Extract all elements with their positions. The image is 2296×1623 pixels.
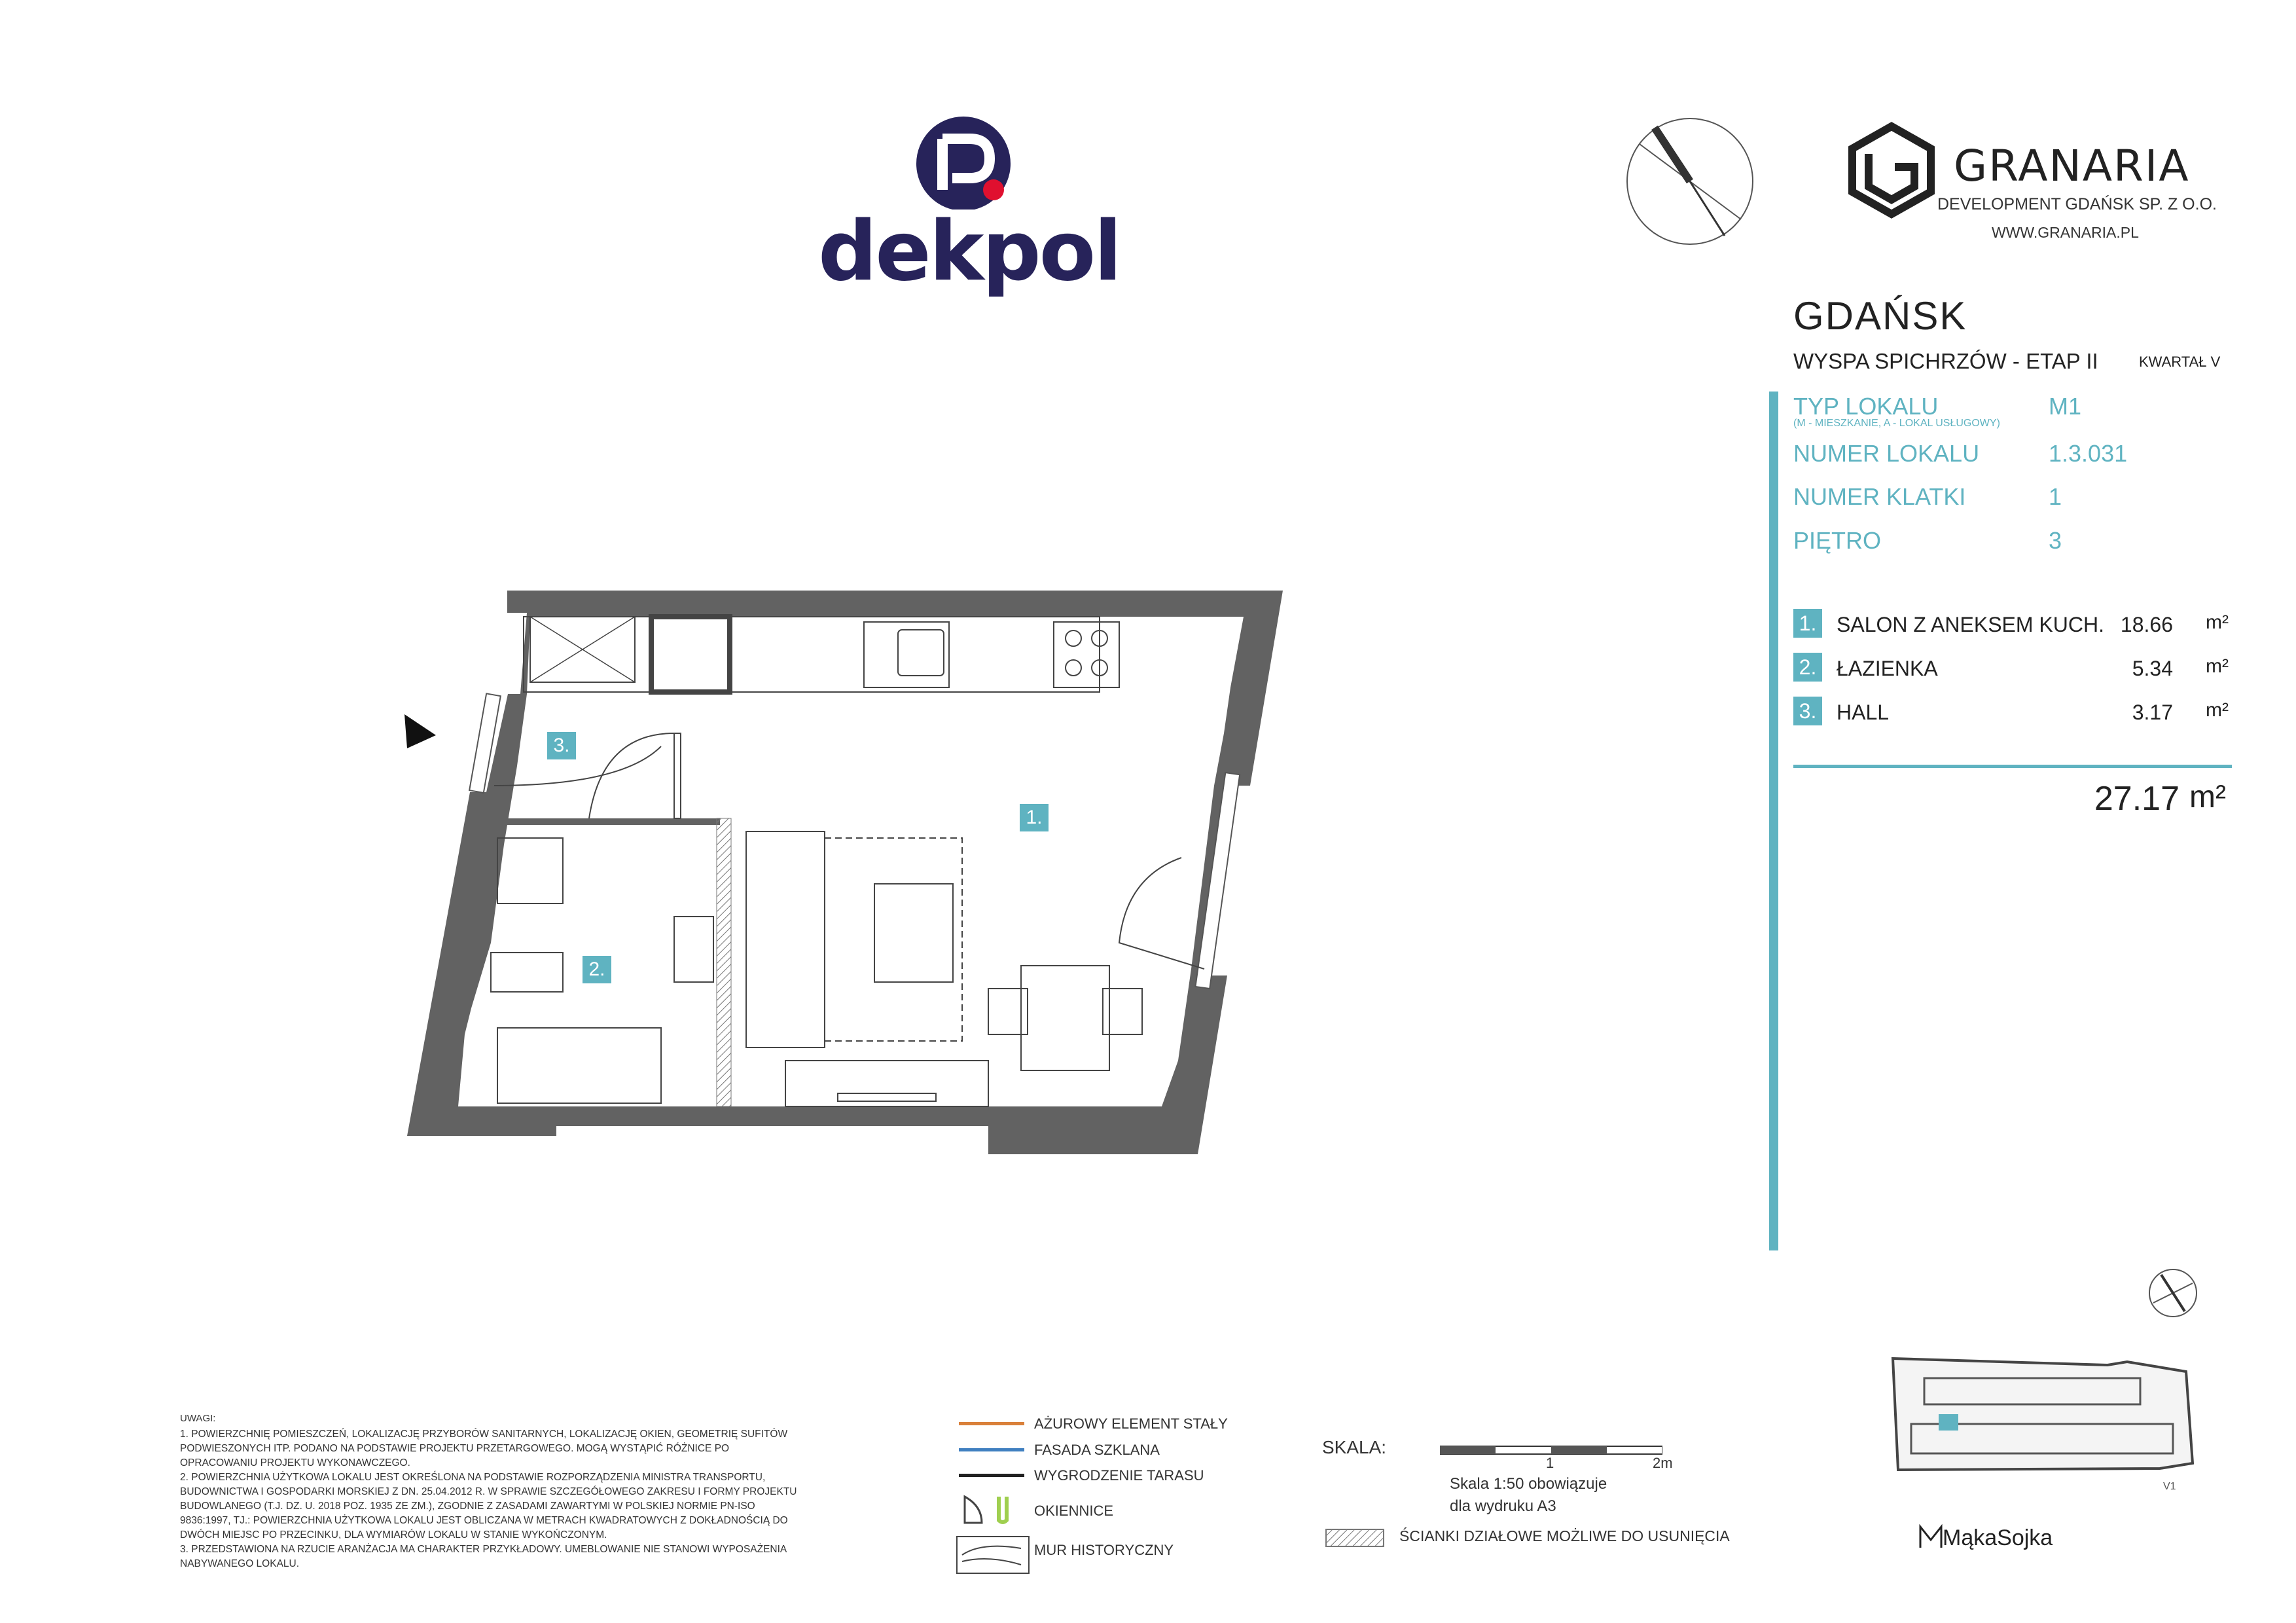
- floor-plan: [393, 576, 1309, 1165]
- legend-fasada: FASADA SZKLANA: [1034, 1442, 1160, 1458]
- plan-room-2-label: 2.: [583, 956, 611, 983]
- hall-partition: [674, 733, 681, 818]
- removable-walls-hatch-icon: [1325, 1529, 1384, 1547]
- granaria-mark-icon: [1842, 121, 1941, 219]
- version-label: V1: [2163, 1481, 2176, 1492]
- note-line: BUDOWLANEGO (T.J. DZ. U. 2018 POZ. 1935 ZE ZM.), ZGODNIE Z ZASADAMI ZAWARTYMI W POLSKIEJ NORMIE PN-ISO: [180, 1501, 755, 1512]
- room-area: 3.17: [2132, 701, 2173, 724]
- room-area: 18.66: [2120, 613, 2173, 636]
- notes-title: UWAGI:: [180, 1413, 216, 1424]
- total-area-unit: m²: [2189, 780, 2226, 814]
- site-plan-thumbnail: [1885, 1352, 2199, 1476]
- fridge: [651, 617, 730, 692]
- total-divider: [1793, 765, 2232, 768]
- note-line: DWÓCH MIEJSC PO PRZECINKU, DLA WYMIARÓW LOKALU W STANIE WYKOŃCZONYM.: [180, 1529, 607, 1541]
- room-number-badge: 3.: [1793, 697, 1822, 725]
- granaria-subtitle: DEVELOPMENT GDAŃSK SP. Z O.O.: [1937, 195, 2217, 213]
- legend-azurowy: AŻUROWY ELEMENT STAŁY: [1034, 1415, 1228, 1432]
- legend-wygrodzenie: WYGRODZENIE TARASU: [1034, 1467, 1204, 1484]
- scale-label: SKALA:: [1322, 1437, 1387, 1457]
- interior-floor: [458, 617, 1244, 1106]
- shutters-icon: [962, 1493, 1021, 1525]
- scale-note-1: Skala 1:50 obowiązuje: [1450, 1475, 1607, 1493]
- compass-icon: [1623, 115, 1757, 249]
- legend-mur: MUR HISTORYCZNY: [1034, 1542, 1174, 1558]
- makasojka-wordmark: MąkaSojka: [1943, 1525, 2053, 1550]
- removable-walls-note: ŚCIANKI DZIAŁOWE MOŻLIWE DO USUNIĘCIA: [1399, 1527, 1730, 1544]
- room-area-unit: m²: [2206, 655, 2229, 677]
- bathroom-wall-top: [484, 818, 720, 825]
- info-divider: [1769, 392, 1778, 1250]
- quarter-name: KWARTAŁ V: [2139, 354, 2221, 370]
- unit-type-value: M1: [2049, 393, 2082, 420]
- granaria-name: GRANARIA: [1954, 141, 2190, 191]
- note-line: 1. POWIERZCHNIĘ POMIESZCZEŃ, LOKALIZACJĘ PRZYBORÓW SANITARNYCH, LOKALIZACJĘ OKIEN, GEOMETRIĘ SUFITÓW: [180, 1429, 788, 1440]
- note-line: NABYWANEGO LOKALU.: [180, 1558, 300, 1569]
- note-line: PODWIESZONYCH ITP. PODANO NA PODSTAWIE PROJEKTU PRZETARGOWEGO. MOGĄ WYSTĄPIĆ RÓŻNICE PO: [180, 1443, 730, 1454]
- estate-name: WYSPA SPICHRZÓW - ETAP II: [1793, 349, 2098, 373]
- note-line: OPRACOWANIU PROJEKTU WYKONAWCZEGO.: [180, 1457, 410, 1468]
- unit-type-label: TYP LOKALU: [1793, 393, 1939, 420]
- legend-line-azurowy: [959, 1422, 1024, 1425]
- granaria-website[interactable]: WWW.GRANARIA.PL: [1992, 224, 2139, 241]
- legend-line-wygrodzenie: [959, 1474, 1024, 1477]
- unit-number-label: NUMER LOKALU: [1793, 440, 1980, 467]
- scale-tick-2: 2m: [1653, 1455, 1673, 1471]
- dekpol-wordmark: dekpol: [818, 203, 1121, 299]
- note-line: 9836:1997, TJ.: POWIERZCHNIA UŻYTKOWA LOKALU JEST OBLICZANA W METRACH KWADRATOWYCH Z DOKŁADNOŚCIĄ DO: [180, 1515, 788, 1526]
- floor-value: 3: [2049, 527, 2062, 554]
- unit-number-value: 1.3.031: [2049, 440, 2128, 467]
- total-area: 27.17: [2094, 780, 2179, 818]
- room-area-unit: m²: [2206, 699, 2229, 721]
- note-line: BUDOWNICTWA I GOSPODARKI MORSKIEJ Z DN. 25.04.2012 R. W SPRAWIE SZCZEGÓŁOWEGO ZAKRESU I FORMY PROJEKTU: [180, 1486, 797, 1497]
- dekpol-mark-icon: [818, 98, 1113, 210]
- note-line: 2. POWIERZCHNIA UŻYTKOWA LOKALU JEST OKREŚLONA NA PODSTAWIE ROZPORZĄDZENIA MINISTRA TRANSPORTU,: [180, 1472, 766, 1483]
- note-line: 3. PRZEDSTAWIONA NA RZUCIE ARANŻACJA MA CHARAKTER PRZYKŁADOWY. UMEBLOWANIE NIE STANOWI WYPOSAŻENIA: [180, 1544, 787, 1555]
- room-number-badge: 1.: [1793, 609, 1822, 638]
- room-area: 5.34: [2132, 657, 2173, 680]
- scale-tick-1: 1: [1546, 1455, 1554, 1471]
- room-number-badge: 2.: [1793, 653, 1822, 682]
- room-name: SALON Z ANEKSEM KUCH.: [1837, 613, 2104, 636]
- entrance-arrow-icon: [401, 710, 440, 750]
- city-title: GDAŃSK: [1793, 294, 1967, 338]
- plan-room-3-label: 3.: [547, 732, 576, 759]
- room-area-unit: m²: [2206, 611, 2229, 633]
- bathroom-wall-right: [717, 818, 731, 1106]
- stair-number-value: 1: [2049, 483, 2062, 510]
- legend-okiennice: OKIENNICE: [1034, 1503, 1114, 1519]
- small-compass-icon: [2147, 1267, 2199, 1319]
- historic-wall-icon: [956, 1535, 1031, 1575]
- scale-note-2: dla wydruku A3: [1450, 1497, 1556, 1515]
- unit-type-note: (M - MIESZKANIE, A - LOKAL USŁUGOWY): [1793, 418, 2000, 429]
- makasojka-mark-icon: [1918, 1524, 1944, 1550]
- floor-label: PIĘTRO: [1793, 527, 1882, 554]
- plan-room-1-label: 1.: [1020, 804, 1049, 831]
- stair-number-label: NUMER KLATKI: [1793, 483, 1966, 510]
- room-name: ŁAZIENKA: [1837, 657, 1938, 680]
- legend-line-fasada: [959, 1448, 1024, 1451]
- room-name: HALL: [1837, 701, 1890, 724]
